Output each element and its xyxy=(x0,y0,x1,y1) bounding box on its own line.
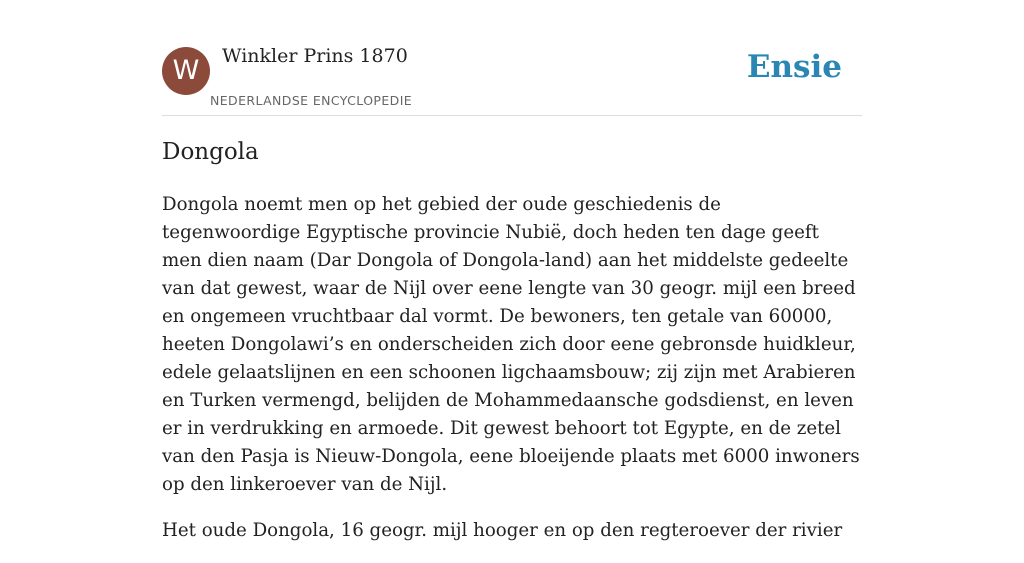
article-paragraph: Dongola noemt men op het gebied der oude geschiedenis de tegenwoordige Egyptische provincie Nubië, doch heden ten dage geeft men dien naam (Dar Dongola of Dongola-land) aan het middelste gedeelte van dat gewest, waar de Nijl over eene lengte van 30 geogr. mijl een breed en ongemeen vruchtbaar dal vormt. De bewoners, ten getale van 60000, heeten Dongolawi’s en onderscheiden zich door eene gebronsde huidkleur, edele gelaatslijnen en een schoonen ligchaamsbouw; zij zijn met Arabieren en Turken vermengd, belijden de Mohammedaansche godsdienst, en leven er in verdrukking en armoede. Dit gewest behoort tot Egypte, en de zetel van den Pasja is Nieuw-Dongola, eene bloeijende plaats met 6000 inwoners op den linkeroever van de Nijl. xyxy=(162,194,860,495)
header-divider xyxy=(162,115,862,116)
article-body xyxy=(162,191,862,563)
article-paragraph: Het oude Dongola, 16 geogr. mijl hooger en op den regteroever der rivier xyxy=(162,520,843,541)
ensie-logo[interactable]: Ensie xyxy=(746,49,842,85)
source-subtitle: NEDERLANDSE ENCYCLOPEDIE xyxy=(210,93,413,108)
source-avatar[interactable]: W xyxy=(162,47,210,95)
source-title[interactable]: Winkler Prins 1870 xyxy=(222,45,408,67)
article-title: Dongola xyxy=(162,139,259,165)
